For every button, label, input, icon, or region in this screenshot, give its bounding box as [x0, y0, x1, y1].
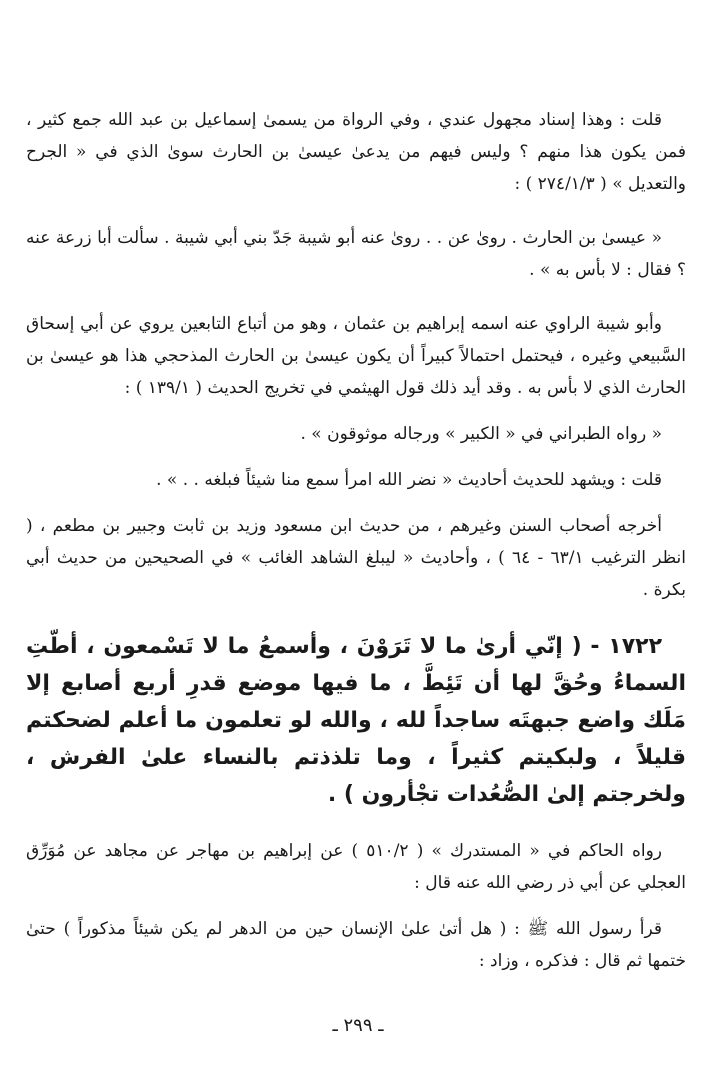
page-body: [26, 104, 686, 977]
paragraph-commentary-1: قلت : وهذا إسناد مجهول عندي ، وفي الرواة من يسمىٰ إسماعيل بن عبد الله جمع كثير ، فمن يكون هذا منهم ؟ وليس فيهم من يدعىٰ عيسىٰ بن الحارث سوىٰ الذي في « الجرح والتعديل » ( ٢٧٤/١/٣ ) :: [26, 110, 686, 194]
page-number: ـ ٢٩٩ ـ: [332, 1015, 384, 1036]
paragraph-takhrij: رواه الحاكم في « المستدرك » ( ٥١٠/٢ ) عن إبراهيم بن مهاجر عن مجاهد عن مُوَرِّق العجلي عن أبي ذر رضي الله عنه قال :: [26, 841, 686, 893]
paragraph-commentary-3: قلت : ويشهد للحديث أحاديث « نضر الله امرأ سمع منا شيئاً فبلغه . . » .: [156, 470, 662, 490]
hadith-text: ١٧٢٢ - ( إنّي أرىٰ ما لا تَرَوْنَ ، وأسمعُ ما لا تَسْمعون ، أطّتِ السماءُ وحُقَّ لها أن تَئِطَّ ، ما فيها موضع قدرِ أربع أصابع إلا مَلَك واضع جبهتَه ساجداً لله ، والله لو تعلمون ما أعلم لضحكتم قليلاً ، ولبكيتم كثيراً ، وما تلذذتم بالنساء علىٰ الفرش ، ولخرجتم إلىٰ الصُّعُدات تجْأرون ) .: [26, 634, 686, 807]
paragraph-commentary-4: أخرجه أصحاب السنن وغيرهم ، من حديث ابن مسعود وزيد بن ثابت وجبير بن مطعم ، ( انظر الترغيب ٦٣/١ - ٦٤ ) ، وأحاديث « ليبلغ الشاهد الغائب » في الصحيحين من حديث أبي بكرة .: [26, 516, 686, 600]
paragraph-quote-haythami: « رواه الطبراني في « الكبير » ورجاله موثوقون » .: [300, 424, 662, 444]
paragraph-narration: قرأ رسول الله ﷺ : ( هل أتىٰ علىٰ الإنسان حين من الدهر لم يكن شيئاً مذكوراً ) حتىٰ ختمها ثم قال : فذكره ، وزاد :: [26, 919, 686, 971]
paragraph-commentary-2: وأبو شيبة الراوي عنه اسمه إبراهيم بن عثمان ، وهو من أتباع التابعين يروي عن أبي إسحاق السَّبيعي وغيره ، فيحتمل احتمالاً كبيراً أن يكون عيسىٰ بن الحارث المذحجي هذا هو عيسىٰ بن الحارث الذي لا بأس به . وقد أيد ذلك قول الهيثمي في تخريج الحديث ( ١٣٩/١ ) :: [26, 314, 686, 398]
paragraph-quote-jarh: « عيسىٰ بن الحارث . روىٰ عن . . روىٰ عنه أبو شيبة جَدّ بني أبي شيبة . سألت أبا زرعة عنه ؟ فقال : لا بأس به » .: [26, 228, 686, 280]
